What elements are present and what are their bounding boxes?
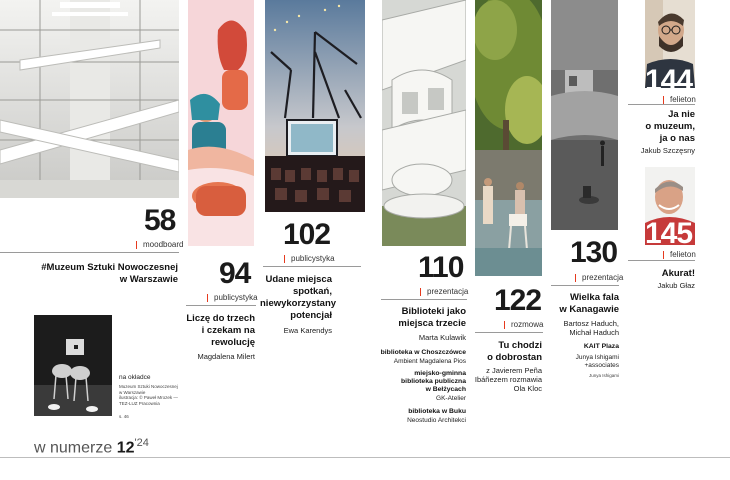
page-number-58[interactable]: 58 bbox=[144, 204, 176, 237]
category-label: moodboard bbox=[136, 241, 183, 249]
title-line: o muzeum, bbox=[645, 121, 695, 132]
title-line: miejsca trzecie bbox=[398, 318, 466, 329]
page-number-130[interactable]: 130 bbox=[570, 236, 618, 269]
divider bbox=[263, 266, 361, 267]
project-architect bbox=[548, 354, 619, 370]
project-name bbox=[376, 408, 466, 416]
project-line: miejsko-gminna bbox=[414, 370, 466, 377]
issue-number: 12 bbox=[116, 439, 135, 457]
interview-credit bbox=[468, 366, 542, 393]
author-line: Michał Haduch bbox=[569, 328, 619, 337]
footer-rule bbox=[0, 457, 730, 458]
divider bbox=[381, 299, 467, 300]
title-line: Wielka fala bbox=[569, 292, 619, 303]
credit-line: z Javierem Peña bbox=[486, 366, 542, 375]
category-label: felieton bbox=[663, 96, 696, 104]
footer-prefix: w numerze bbox=[34, 439, 117, 457]
caption-line: ilustracja: © Paweł Mrozek — bbox=[119, 395, 178, 400]
architect-line: Neostudio Architekci bbox=[407, 417, 466, 424]
divider bbox=[628, 104, 695, 105]
title-line: Akurat! bbox=[661, 268, 695, 279]
architect-line: Ambient Magdalena Pios bbox=[393, 358, 466, 365]
illustration-women-talking bbox=[188, 0, 254, 246]
project-line: biblioteka publiczna bbox=[401, 378, 466, 385]
title-line: #Muzeum Sztuki Nowoczesnej bbox=[41, 262, 178, 273]
article-title-moma[interactable] bbox=[20, 262, 178, 286]
article-title-akurat[interactable] bbox=[628, 268, 695, 280]
project-name bbox=[376, 370, 466, 394]
project-architect bbox=[376, 417, 466, 425]
project-name: KAIT Plaza bbox=[583, 343, 619, 350]
divider bbox=[628, 260, 695, 261]
cover-thumbnail[interactable] bbox=[34, 315, 112, 416]
article-author: Marta Kulawik bbox=[418, 333, 466, 342]
title-line: Ja nie bbox=[668, 109, 695, 120]
project-architect bbox=[376, 395, 466, 403]
outdoor-cinema-photo bbox=[265, 0, 365, 212]
page-number-102[interactable]: 102 bbox=[283, 218, 331, 251]
divider bbox=[0, 252, 179, 253]
credit-line: Ibáñezem rozmawia bbox=[474, 375, 542, 384]
caption-line: w Warszawie bbox=[119, 389, 146, 395]
museum-interior-photo bbox=[0, 0, 179, 198]
cover-caption-label: na okładce bbox=[119, 374, 151, 381]
article-title-wielka-fala[interactable] bbox=[548, 292, 619, 316]
architect-line: +associates bbox=[584, 362, 619, 369]
title-line: rewolucję bbox=[211, 337, 255, 348]
caption-line: TEZ-LUZ Pracownia bbox=[119, 400, 160, 406]
project-name bbox=[376, 349, 466, 357]
divider bbox=[551, 285, 619, 286]
kait-plaza-photo bbox=[551, 0, 618, 230]
article-author: Jakub Głaz bbox=[657, 281, 695, 290]
category-label: publicystyka bbox=[284, 255, 335, 263]
issue-footer bbox=[34, 438, 149, 456]
category-label: felieton bbox=[663, 251, 696, 259]
title-line: Biblioteki jako bbox=[401, 306, 466, 317]
page-number-144[interactable]: 144 bbox=[645, 64, 693, 97]
library-model-photo bbox=[382, 0, 466, 246]
article-author: Ewa Karendys bbox=[283, 326, 332, 335]
page-number-110[interactable]: 110 bbox=[418, 251, 464, 284]
divider bbox=[186, 305, 256, 306]
project-line: w Bełżycach bbox=[425, 386, 466, 393]
garden-people-photo bbox=[475, 0, 542, 276]
cover-caption bbox=[119, 384, 179, 406]
category-label: publicystyka bbox=[207, 294, 258, 302]
title-line: w Warszawie bbox=[119, 274, 178, 285]
title-line: i czekam na bbox=[201, 325, 255, 336]
category-label: prezentacja bbox=[575, 274, 623, 282]
page-number-94[interactable]: 94 bbox=[219, 257, 251, 290]
article-title-ja-nie[interactable] bbox=[628, 109, 695, 145]
article-title-dobrostan[interactable] bbox=[468, 340, 542, 364]
author-line: Bartosz Haduch, bbox=[563, 319, 619, 328]
project-architect bbox=[376, 358, 466, 366]
credit-line: Ola Kloc bbox=[513, 384, 542, 393]
project-line: biblioteka w Buku bbox=[408, 408, 466, 415]
title-line: o dobrostan bbox=[487, 352, 542, 363]
title-line: ja o nas bbox=[659, 133, 695, 144]
divider bbox=[475, 332, 543, 333]
architect-line: Junya Ishigami bbox=[575, 354, 619, 361]
title-line: spotkań, bbox=[292, 286, 332, 297]
project-line: biblioteka w Choszczówce bbox=[380, 349, 466, 356]
article-author: Magdalena Milert bbox=[197, 352, 255, 361]
page-number-145[interactable]: 145 bbox=[645, 217, 693, 250]
title-line: w Kanagawie bbox=[559, 304, 619, 315]
cover-page-ref: s. 46 bbox=[119, 414, 129, 419]
title-line: Liczę do trzech bbox=[186, 313, 255, 324]
article-title-rewolucja[interactable] bbox=[180, 313, 255, 349]
article-title-udane-miejsca[interactable] bbox=[260, 274, 337, 322]
title-line: Udane miejsca bbox=[265, 274, 332, 285]
photo-credit: Junya Ishigami bbox=[588, 373, 619, 378]
category-label: prezentacja bbox=[420, 288, 468, 296]
caption-line: Muzeum Sztuki Nowoczesnej bbox=[119, 384, 178, 389]
article-title-biblioteki[interactable] bbox=[380, 306, 466, 330]
title-line: Tu chodzi bbox=[498, 340, 542, 351]
title-line: potencjał bbox=[290, 310, 332, 321]
article-author bbox=[548, 319, 619, 337]
title-line: niewykorzystany bbox=[260, 298, 337, 309]
article-author: Jakub Szczęsny bbox=[640, 146, 695, 155]
issue-year: '24 bbox=[134, 437, 149, 449]
category-label: rozmowa bbox=[504, 321, 543, 329]
page-number-122[interactable]: 122 bbox=[494, 284, 542, 317]
architect-line: GK-Atelier bbox=[436, 395, 466, 402]
